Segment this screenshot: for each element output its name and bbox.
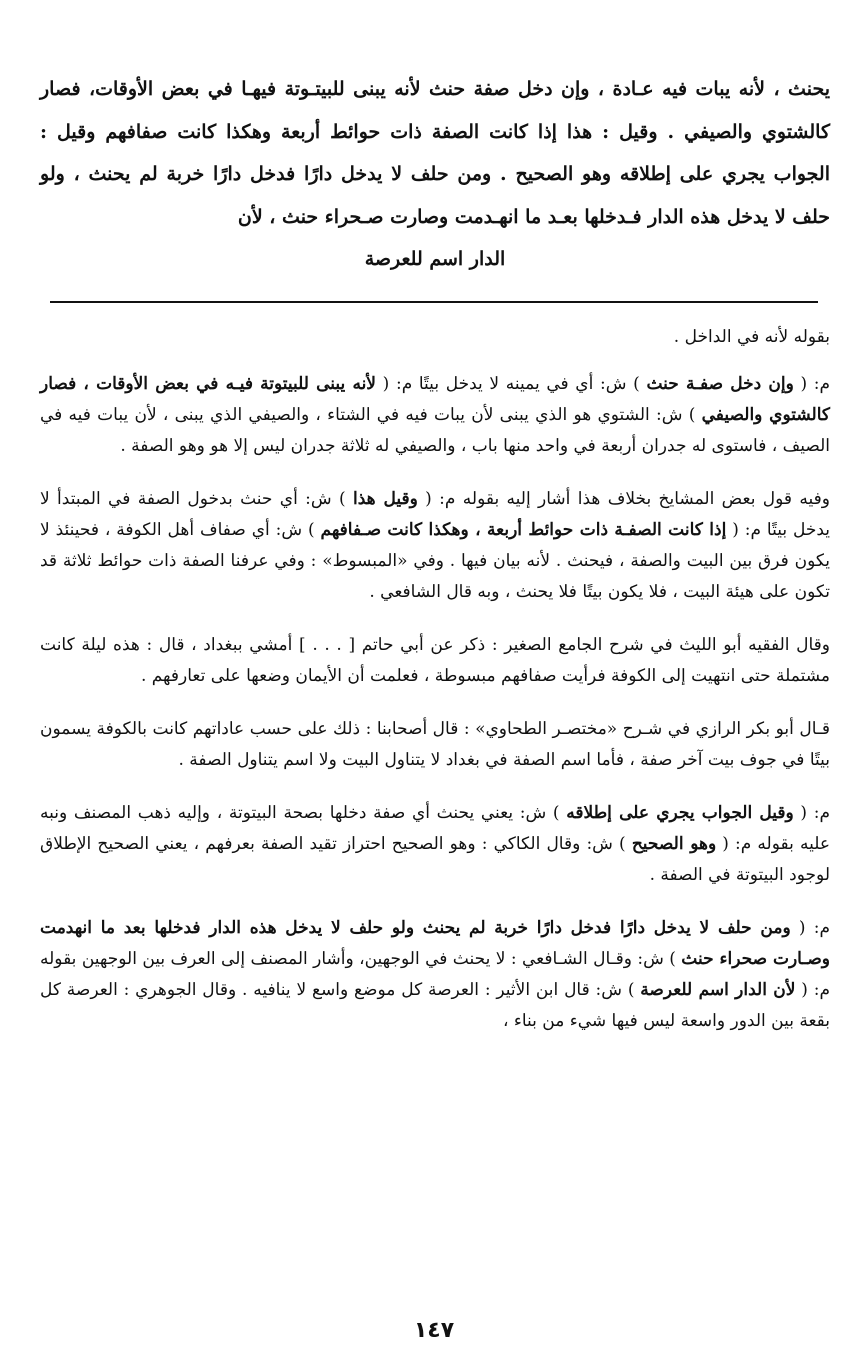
commentary — [40, 322, 830, 1059]
commentary-paragraph: وقال الفقيه أبو الليث في شرح الجامع الصغير : ذكر عن أبي حاتم [ . . . ] أمشي ببغداد ، قال : هذه ليلة كانت مشتملة حتى انتهيت إلى الكوفة فرأيت صفافهم مبسوطة ، فعلمت أن الأيمان وضعها على تعارفهم . — [40, 635, 830, 686]
quoted-matn: ومن حلف لا يدخل دارًا فدخل دارًا خربة لم يحنث ولو حلف لا يدخل هذه الدار فدخلها بعد ما انهدمت وصـارت صحراء حنث — [40, 918, 830, 969]
commentary-paragraph: قـال أبو بكر الرازي في شـرح «مختصـر الطحاوي» : قال أصحابنا : ذلك على حسب عاداتهم كانت بالكوفة يسمون بيتًا في جوف بيت آخر صفة ، فأما اسم الصفة في بغداد لا يتناول البيت ولا اسم يتناول الصفة . — [40, 719, 830, 770]
quoted-matn: لأنه يبنى للبيتوتة فيـه في بعض الأوقات ، فصار كالشتوي والصيفي — [40, 374, 830, 425]
commentary-paragraph: بقوله لأنه في الداخل . — [673, 327, 830, 347]
commentary-paragraph: م: ( وقيل الجواب يجري على إطلاقه ) ش: يعني يحنث أي صفة دخلها بصحة البيتوتة ، وإليه ذهب المصنف ونبه عليه بقوله م: ( وهو الصحيح ) ش: وقال الكاكي : وهو الصحيح احتراز تقيد الصفة بعرفهم ، يعني الصحيح الإطلاق لوجود البيتوتة في الصفة . — [40, 803, 830, 885]
quoted-matn: إذا كانت الصفـة ذات حوائط أربعة ، وهكذا كانت صـفافهم — [320, 520, 727, 540]
quoted-matn: وقيل الجواب يجري على إطلاقه — [566, 803, 794, 823]
quoted-matn: وإن دخل صفـة حنث — [646, 374, 794, 394]
quoted-matn: وقيل هذا — [352, 489, 418, 509]
quoted-matn: وهو الصحيح — [631, 834, 717, 854]
main-text-body: يحنث ، لأنه يبات فيه عـادة ، وإن دخل صفة حنث لأنه يبنى للبيتـوتة فيهـا في بعض الأوقات، فصار كالشتوي والصيفي . وقيل : هذا إذا كانت الصفة ذات حوائط أربعة وهكذا كانت صفافهم وقيل : الجواب يجري على إطلاقه وهو الصحيح . ومن حلف لا يدخل دارًا فدخل دارًا خربة لم يحنث ، ولو حلف لا يدخل هذه الدار فـدخلها بعـد ما انهـدمت وصارت صـحراء حنث ، لأن — [40, 78, 830, 228]
main-text — [40, 68, 830, 281]
commentary-paragraph: وفيه قول بعض المشايخ بخلاف هذا أشار إليه بقوله م: ( وقيل هذا ) ش: أي حنث بدخول الصفة في المبتدأ لا يدخل بيتًا م: ( إذا كانت الصفـة ذات حوائط أربعة ، وهكذا كانت صـفافهم ) ش: أي صفاف أهل الكوفة ، فحينئذ لا يكون فرق بين البيت والصفة ، فيحنث . لأنه بيان فيها . وفي «المبسوط» : وفي عرفنا الصفة ذات حوائط ثلاثة قد تكون على هيئة البيت ، فلا يكون بيتًا فلا يحنث ، وبه قال الشافعي . — [40, 489, 830, 602]
main-text-last-line: الدار اسم للعرصة — [364, 248, 506, 270]
commentary-paragraph: م: ( وإن دخل صفـة حنث ) ش: أي في يمينه لا يدخل بيتًا م: ( لأنه يبنى للبيتوتة فيـه في بعض الأوقات ، فصار كالشتوي والصيفي ) ش: الشتوي هو الذي يبنى لأن يبات فيه في الشتاء ، والصيفي الذي يبنى ، لأن يبات فيه في الصيف ، فاستوى له جدران أربعة في واحد منها باب ، والصيفي له ثلاثة جدران ليس إلا هو وهو الصفة . — [40, 374, 831, 456]
separator-rule — [50, 301, 818, 303]
commentary-paragraph: م: ( ومن حلف لا يدخل دارًا فدخل دارًا خربة لم يحنث ولو حلف لا يدخل هذه الدار فدخلها بعد ما انهدمت وصـارت صحراء حنث ) ش: وقـال الشـافعي : لا يحنث في الوجهين، وأشار المصنف إلى العرف بين الوجهين بقوله م: ( لأن الدار اسم للعرصة ) ش: قال ابن الأثير : العرصة كل موضع واسع لا ينافيه . وقال الجوهري : العرصة كل بقعة بين الدور واسعة ليس فيها شيء من بناء ، — [40, 918, 830, 1031]
page-number: ١٤٧ — [413, 1318, 455, 1343]
quoted-matn: لأن الدار اسم للعرصة — [640, 980, 796, 1000]
